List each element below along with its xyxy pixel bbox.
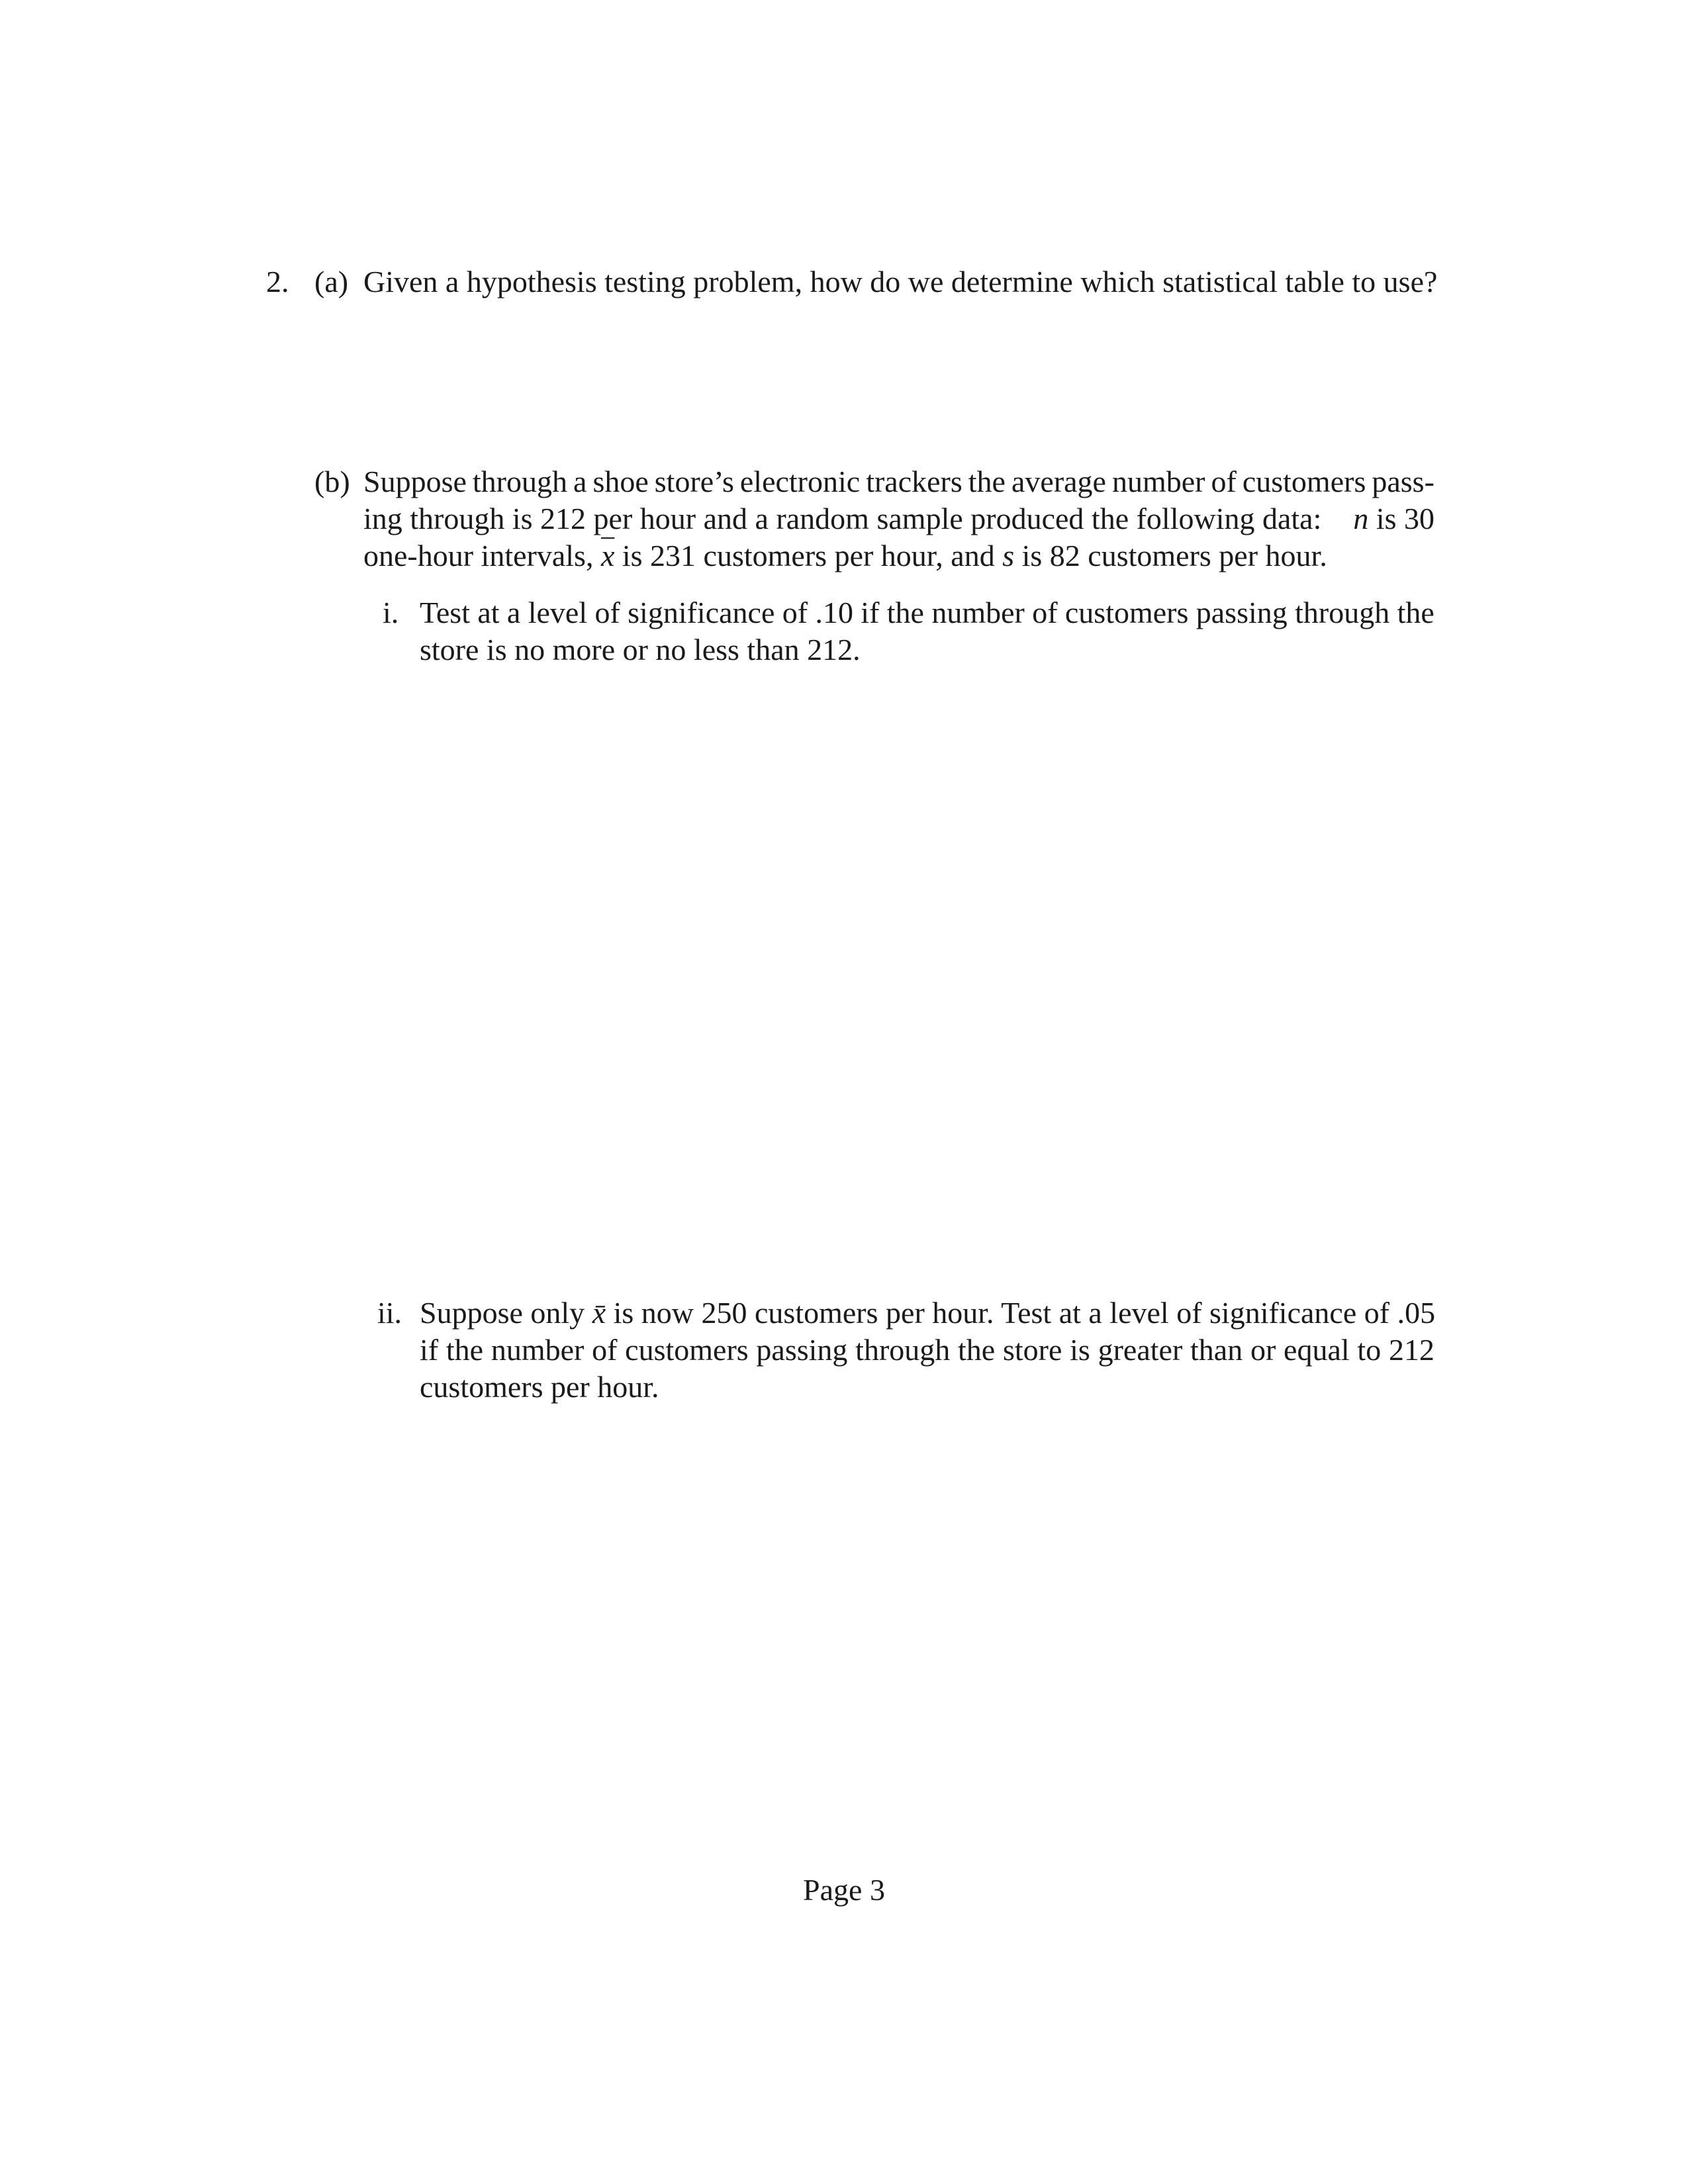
part-b-line-3	[363, 537, 1327, 574]
page-number: Page 3	[803, 1873, 885, 1907]
sub-ii-line-1-start: Suppose only	[420, 1296, 585, 1330]
part-b-line-3-start: one-hour intervals,	[363, 539, 594, 572]
part-b-line-2-start: ing through is 212 per hour and a random sample produced the following data:	[363, 502, 1322, 535]
part-b-line-1-text: Suppose through a shoe store’s electronic trackers the average number of customers pass-	[363, 465, 1434, 498]
part-b-line-2	[363, 500, 1434, 537]
sub-ii-line-2-text: if the number of customers passing through the store is greater than or equal to 212	[420, 1333, 1434, 1367]
part-b-line-3-end: is 82 customers per hour.	[1021, 539, 1327, 572]
part-b-label: (b)	[314, 465, 350, 498]
sub-ii-line-1-content	[420, 1295, 1435, 1332]
x-bar-symbol: $\overline{x}$	[600, 539, 615, 572]
sub-i-label: i.	[383, 596, 399, 629]
sub-ii-line-3: customers per hour.	[420, 1370, 659, 1404]
x-bar-symbol-ii: x̄	[592, 1296, 606, 1330]
sub-i-line-1-text: Test at a level of significance of .10 if the number of customers passing through the	[420, 596, 1434, 629]
question-number: 2.	[266, 265, 289, 298]
sub-i-line-1	[420, 594, 1434, 631]
part-b-line-2-tail	[1353, 500, 1434, 537]
s-variable: s	[1002, 539, 1015, 572]
part-b-line-2-end: is 30	[1376, 502, 1434, 535]
n-variable: n	[1353, 502, 1369, 535]
sub-i-line-2: store is no more or no less than 212.	[420, 633, 861, 666]
part-a-text: Given a hypothesis testing problem, how do we determine which statistical table to use?	[363, 265, 1438, 298]
part-b-line-1	[363, 463, 1434, 500]
sub-ii-label: ii.	[377, 1296, 402, 1330]
sub-ii-line-1	[420, 1295, 1434, 1332]
sub-ii-line-2	[420, 1332, 1434, 1369]
part-a-label: (a)	[314, 265, 349, 298]
sub-ii-line-1-end: is now 250 customers per hour. Test at a level of significance of .05	[613, 1296, 1436, 1330]
part-b-line-3-mid: is 231 customers per hour, and	[622, 539, 995, 572]
